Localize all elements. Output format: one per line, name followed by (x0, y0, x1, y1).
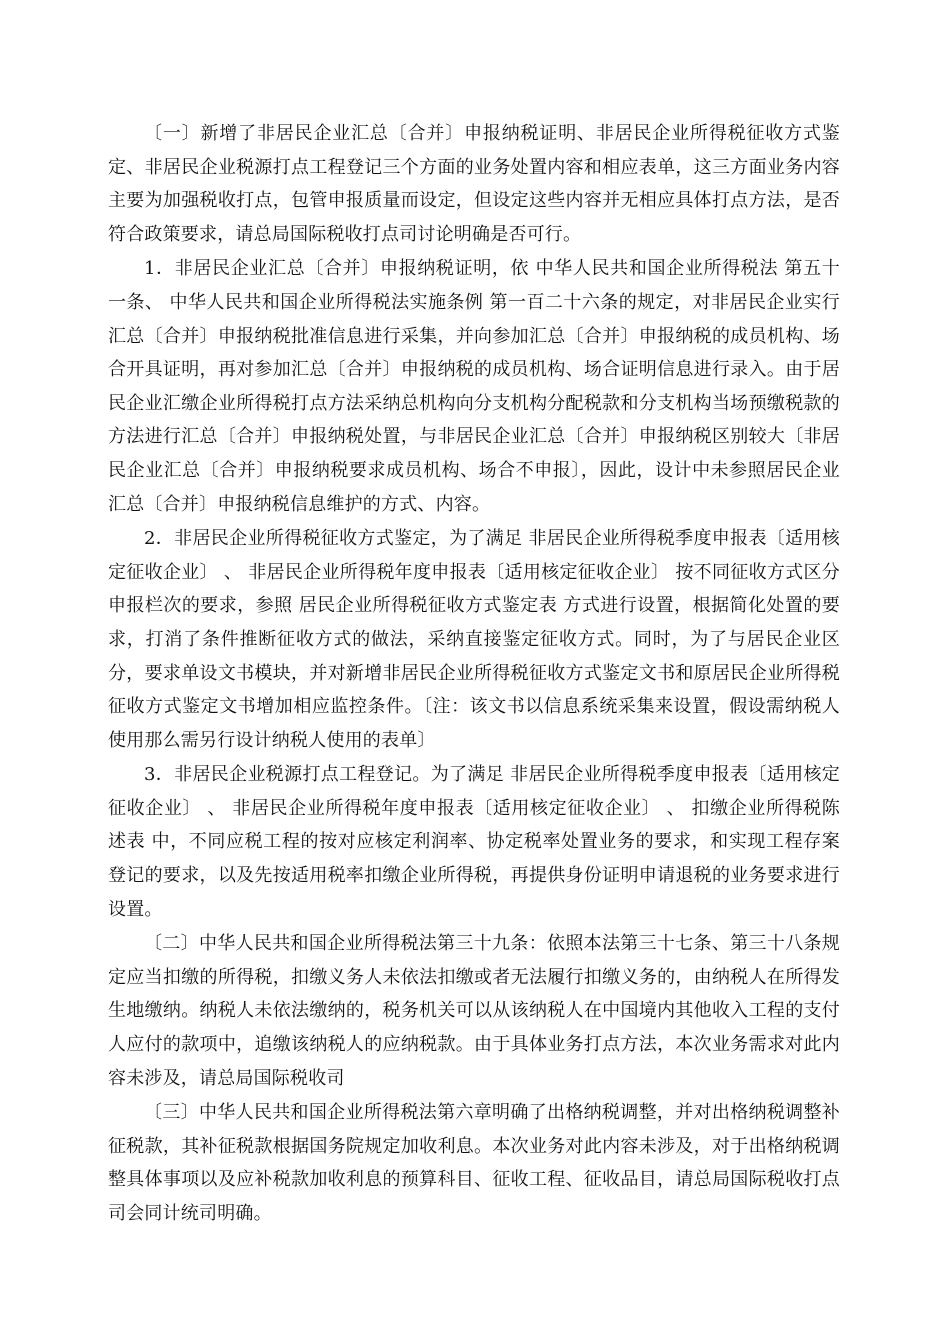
paragraph-section-2: 〔二〕中华人民共和国企业所得税法第三十九条：依照本法第三十七条、第三十八条规定应当扣缴的所得税，扣缴义务人未依法扣缴或者无法履行扣缴义务的，由纳税人在所得发生地缴纳。纳税人未依法缴纳的，税务机关可以从该纳税人在中国境内其他收入工程的支付人应付的款项中，追缴该纳税人的应纳税款。由于具体业务打点方法，本次业务需求对此内容未涉及，请总局国际税收司 (108, 933, 840, 1089)
paragraph-item-3: 3．非居民企业税源打点工程登记。为了满足 非居民企业所得税季度申报表〔适用核定征收企业〕 、 非居民企业所得税年度申报表〔适用核定征收企业〕 、 扣缴企业所得税陈述表 中，不同应税工程的按对应核定利润率、协定税率处置业务的要求，和实现工程存案登记的要求，以及先按适用税率扣缴企业所得税，再提供身份证明申请退税的业务要求进行设置。 (108, 764, 840, 920)
paragraph-section-3: 〔三〕中华人民共和国企业所得税法第六章明确了出格纳税调整，并对出格纳税调整补征税款，其补征税款根据国务院规定加收利息。本次业务对此内容未涉及，对于出格纳税调整具体事项以及应补税款加收利息的预算科目、征收工程、征收品目，请总局国际税收打点司会同计统司明确。 (108, 1102, 840, 1224)
paragraph-item-1: 1．非居民企业汇总〔合并〕申报纳税证明，依 中华人民共和国企业所得税法 第五十一条、 中华人民共和国企业所得税法实施条例 第一百二十六条的规定，对非居民企业实行汇总〔合并〕申报纳税批准信息进行采集，并向参加汇总〔合并〕申报纳税的成员机构、场合开具证明，再对参加汇总〔合并〕申报纳税的成员机构、场合证明信息进行录入。由于居民企业汇缴企业所得税打点方法采纳总机构向分支机构分配税款和分支机构当场预缴税款的方法进行汇总〔合并〕申报纳税处置，与非居民企业汇总〔合并〕申报纳税区别较大〔非居民企业汇总〔合并〕申报纳税要求成员机构、场合不申报〕，因此，设计中未参照居民企业汇总〔合并〕申报纳税信息维护的方式、内容。 (108, 258, 840, 515)
paragraph-section-1: 〔一〕新增了非居民企业汇总〔合并〕申报纳税证明、非居民企业所得税征收方式鉴定、非居民企业税源打点工程登记三个方面的业务处置内容和相应表单，这三方面业务内容主要为加强税收打点，包管申报质量而设定，但设定这些内容并无相应具体打点方法，是否符合政策要求，请总局国际税收打点司讨论明确是否可行。 (108, 123, 840, 245)
paragraph-item-2: 2．非居民企业所得税征收方式鉴定，为了满足 非居民企业所得税季度申报表〔适用核定征收企业〕 、 非居民企业所得税年度申报表〔适用核定征收企业〕 按不同征收方式区分申报栏次的要求，参照 居民企业所得税征收方式鉴定表 方式进行设置，根据简化处置的要求，打消了条件推断征收方式的做法，采纳直接鉴定征收方式。同时，为了与居民企业区分，要求单设文书模块，并对新增非居民企业所得税征收方式鉴定文书和原居民企业所得税征收方式鉴定文书增加相应监控条件。〔注：该文书以信息系统采集来设置，假设需纳税人使用那么需另行设计纳税人使用的表单〕 (108, 528, 840, 751)
document-body (108, 117, 840, 1232)
